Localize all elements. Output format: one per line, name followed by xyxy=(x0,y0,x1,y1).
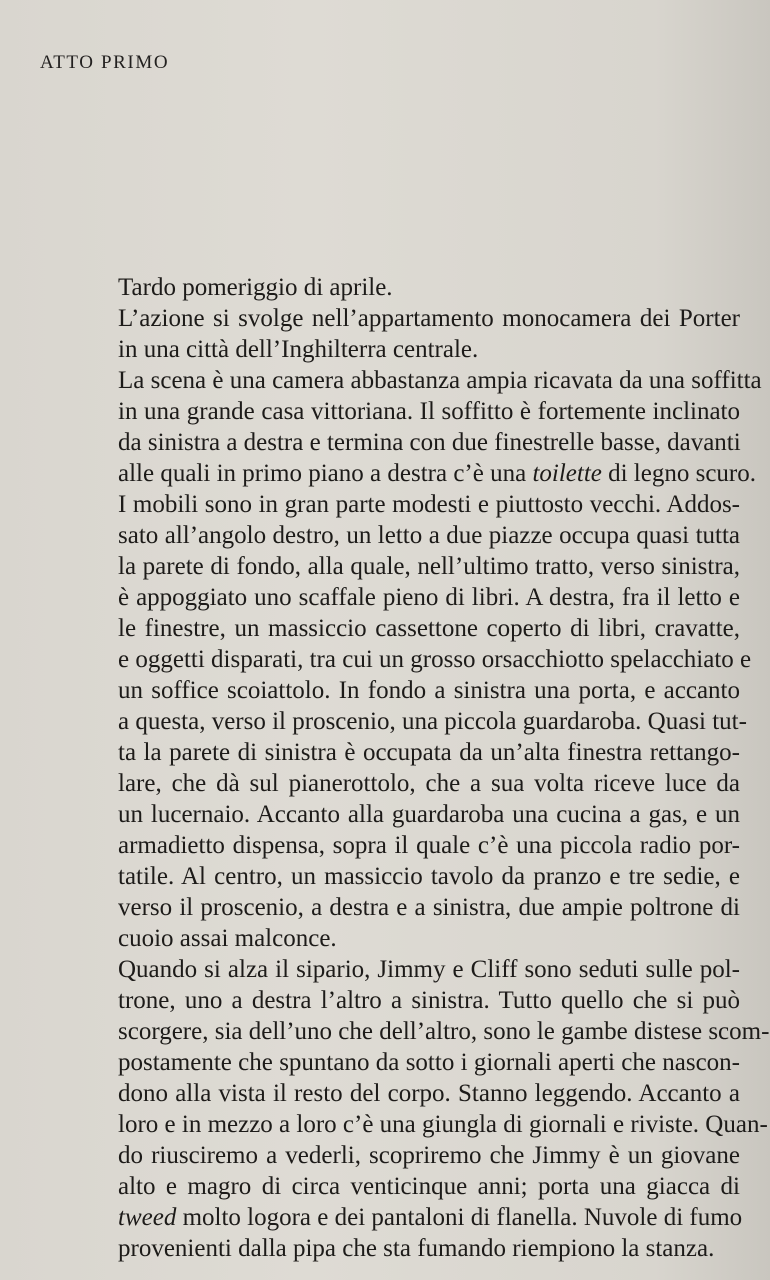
text-segment: alle quali in primo piano a destra c’è una xyxy=(118,460,533,487)
text-line xyxy=(118,675,740,706)
text-line xyxy=(118,1233,740,1264)
text-segment: dono alla vista il resto del corpo. Stanno leggendo. Accanto a xyxy=(118,1080,740,1107)
text-line xyxy=(118,644,752,675)
text-line xyxy=(118,613,740,644)
text-segment: un soffice scoiattolo. In fondo a sinistra una porta, e accanto xyxy=(118,677,740,704)
text-line xyxy=(118,272,740,303)
text-line xyxy=(118,861,740,892)
text-line xyxy=(118,303,740,334)
text-segment: molto logora e dei pantaloni di flanella. Nuvole di fumo xyxy=(176,1204,743,1231)
text-line xyxy=(118,799,740,830)
text-segment: lare, che dà sul pianerottolo, che a sua volta riceve luce da xyxy=(118,770,740,797)
text-line xyxy=(118,830,740,861)
italic-term: tweed xyxy=(118,1204,177,1231)
text-line xyxy=(118,1171,740,1202)
text-line xyxy=(118,892,740,923)
text-line xyxy=(118,396,740,427)
text-line xyxy=(118,954,740,985)
text-line xyxy=(118,768,740,799)
text-line xyxy=(118,582,740,613)
text-segment: in una città dell’Inghilterra centrale. xyxy=(118,336,479,363)
text-segment: loro e in mezzo a loro c’è una giungla di giornali e riviste. Quan- xyxy=(118,1111,768,1138)
text-line xyxy=(118,923,740,954)
running-head: ATTO PRIMO xyxy=(40,52,170,73)
text-segment: Tardo pomeriggio di aprile. xyxy=(118,274,393,301)
text-segment: in una grande casa vittoriana. Il soffitto è fortemente inclinato xyxy=(118,398,740,425)
text-line xyxy=(118,520,740,551)
text-line xyxy=(118,365,762,396)
text-line xyxy=(118,985,740,1016)
text-segment: trone, uno a destra l’altro a sinistra. Tutto quello che si può xyxy=(118,987,740,1014)
text-segment: Quando si alza il sipario, Jimmy e Cliff sono seduti sulle pol- xyxy=(118,956,740,983)
text-segment: cuoio assai malconce. xyxy=(118,925,337,952)
stage-directions xyxy=(118,272,770,1264)
text-segment: un lucernaio. Accanto alla guardaroba una cucina a gas, e un xyxy=(118,801,740,828)
text-segment: verso il proscenio, a destra e a sinistra, due ampie poltrone di xyxy=(118,894,740,921)
text-segment: ta la parete di sinistra è occupata da un’alta finestra rettango- xyxy=(118,739,740,766)
text-segment: L’azione si svolge nell’appartamento monocamera dei Porter xyxy=(118,305,740,332)
text-segment: postamente che spuntano da sotto i giornali aperti che nascon- xyxy=(118,1049,740,1076)
text-line xyxy=(118,737,740,768)
text-segment: le finestre, un massiccio cassettone coperto di libri, cravatte, xyxy=(118,615,740,642)
text-line xyxy=(118,1047,740,1078)
text-segment: da sinistra a destra e termina con due finestrelle basse, davanti xyxy=(118,429,741,456)
text-line xyxy=(118,706,747,737)
text-line xyxy=(118,1202,743,1233)
text-segment: sato all’angolo destro, un letto a due piazze occupa quasi tutta xyxy=(118,522,740,549)
text-segment: La scena è una camera abbastanza ampia ricavata da una soffitta xyxy=(118,367,762,394)
text-segment: è appoggiato uno scaffale pieno di libri. A destra, fra il letto e xyxy=(118,584,740,611)
text-segment: la parete di fondo, alla quale, nell’ultimo tratto, verso sinistra, xyxy=(118,553,740,580)
text-segment: a questa, verso il proscenio, una piccola guardaroba. Quasi tut- xyxy=(118,708,747,735)
text-segment: tatile. Al centro, un massiccio tavolo da pranzo e tre sedie, e xyxy=(118,863,740,890)
italic-term: toilette xyxy=(532,460,602,487)
text-segment: do riusciremo a vederli, scopriremo che Jimmy è un giovane xyxy=(118,1142,740,1169)
text-line xyxy=(118,1078,740,1109)
text-segment: provenienti dalla pipa che sta fumando riempiono la stanza. xyxy=(118,1235,715,1262)
text-segment: alto e magro di circa venticinque anni; porta una giacca di xyxy=(118,1173,740,1200)
text-line xyxy=(118,1016,770,1047)
text-segment: I mobili sono in gran parte modesti e piuttosto vecchi. Addos- xyxy=(118,491,740,518)
text-line xyxy=(118,427,740,458)
text-line xyxy=(118,1109,768,1140)
text-line xyxy=(118,551,740,582)
text-segment: scorgere, sia dell’uno che dell’altro, sono le gambe distese scom- xyxy=(118,1018,770,1045)
text-line xyxy=(118,489,740,520)
text-line xyxy=(118,334,740,365)
text-line xyxy=(118,1140,740,1171)
text-segment: armadietto dispensa, sopra il quale c’è una piccola radio por- xyxy=(118,832,740,859)
text-line xyxy=(118,458,756,489)
text-segment: di legno scuro. xyxy=(601,460,756,487)
text-segment: e oggetti disparati, tra cui un grosso orsacchiotto spelacchiato e xyxy=(118,646,752,673)
